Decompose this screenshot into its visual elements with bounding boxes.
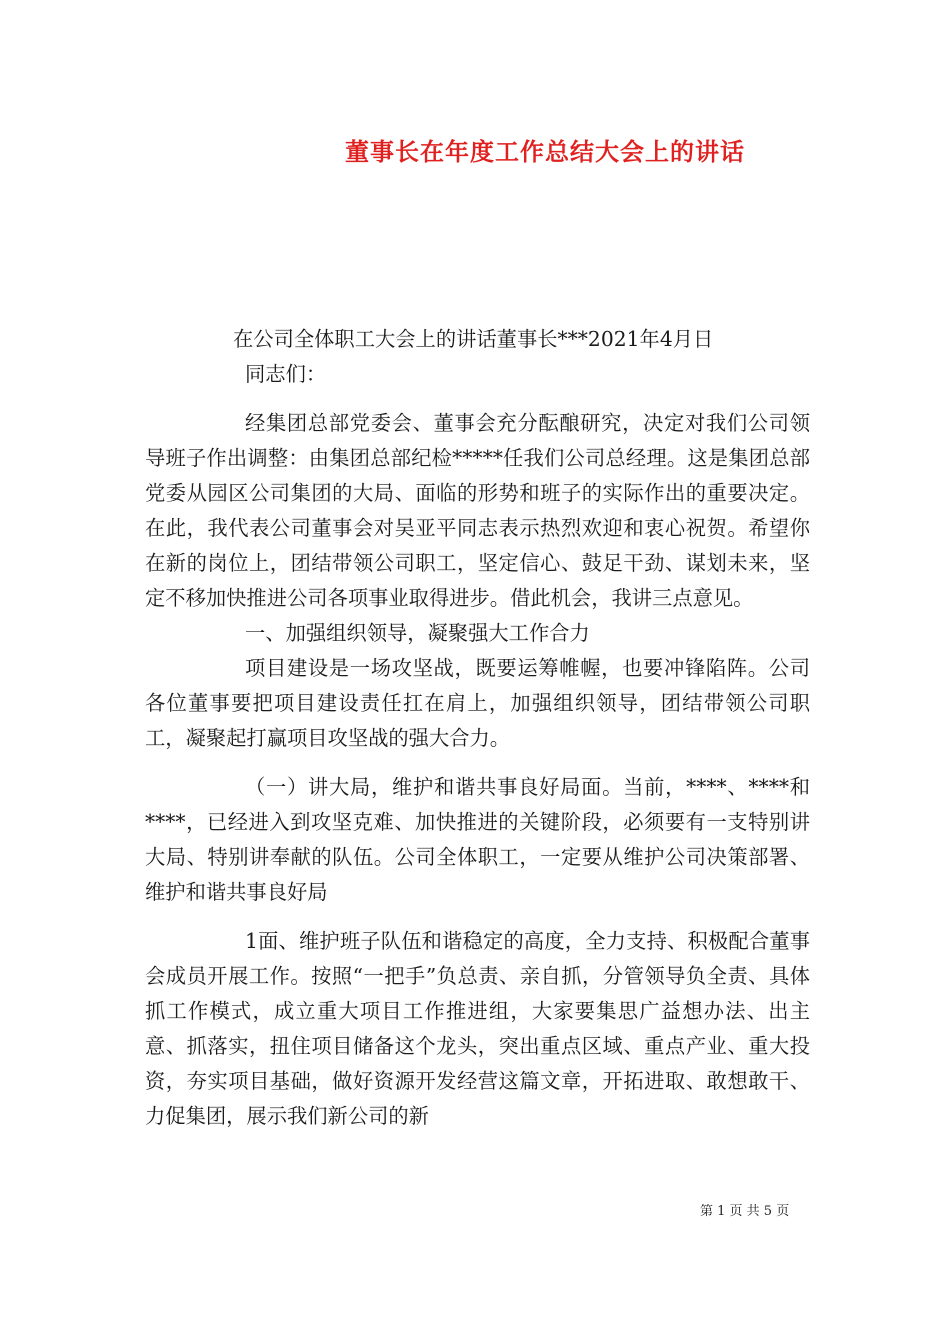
- paragraph-project: 项目建设是一场攻坚战，既要运筹帷幄，也要冲锋陷阵。公司各位董事要把项目建设责任扛在肩上，加强组织领导，团结带领公司职工，凝聚起打赢项目攻坚战的强大合力。: [145, 656, 810, 750]
- speech-heading-line: 在公司全体职工大会上的讲话董事长***2021年4月日: [233, 327, 714, 351]
- document-body: [145, 322, 810, 1134]
- paragraph-subsection-1: （一）讲大局，维护和谐共事良好局面。当前，****、****和****，已经进入到攻坚克难、加快推进的关键阶段，必须要有一支特别讲大局、特别讲奉献的队伍。公司全体职工，一定要从维护公司决策部署、维护和谐共事良好局: [145, 775, 810, 904]
- paragraph-continuation: 1面、维护班子队伍和谐稳定的高度，全力支持、积极配合董事会成员开展工作。按照“一把手”负总责、亲自抓，分管领导负全责、具体抓工作模式，成立重大项目工作推进组，大家要集思广益想办法、出主意、抓落实，扭住项目储备这个龙头，突出重点区域、重点产业、重大投资，夯实项目基础，做好资源开发经营这篇文章，开拓进取、敢想敢干、力促集团，展示我们新公司的新: [145, 929, 810, 1128]
- paragraph-intro: 经集团总部党委会、董事会充分酝酿研究，决定对我们公司领导班子作出调整：由集团总部纪检*****任我们公司总经理。这是集团总部党委从园区公司集团的大局、面临的形势和班子的实际作出的重要决定。在此，我代表公司董事会对吴亚平同志表示热烈欢迎和衷心祝贺。希望你在新的岗位上，团结带领公司职工，坚定信心、鼓足干劲、谋划未来，坚定不移加快推进公司各项事业取得进步。借此机会，我讲三点意见。: [145, 411, 810, 610]
- document-title: 董事长在年度工作总结大会上的讲话: [345, 137, 745, 166]
- salutation: 同志们：: [245, 362, 327, 386]
- page-number: 第 1 页 共 5 页: [700, 1204, 790, 1219]
- section-heading-1: 一、加强组织领导，凝聚强大工作合力: [245, 621, 590, 645]
